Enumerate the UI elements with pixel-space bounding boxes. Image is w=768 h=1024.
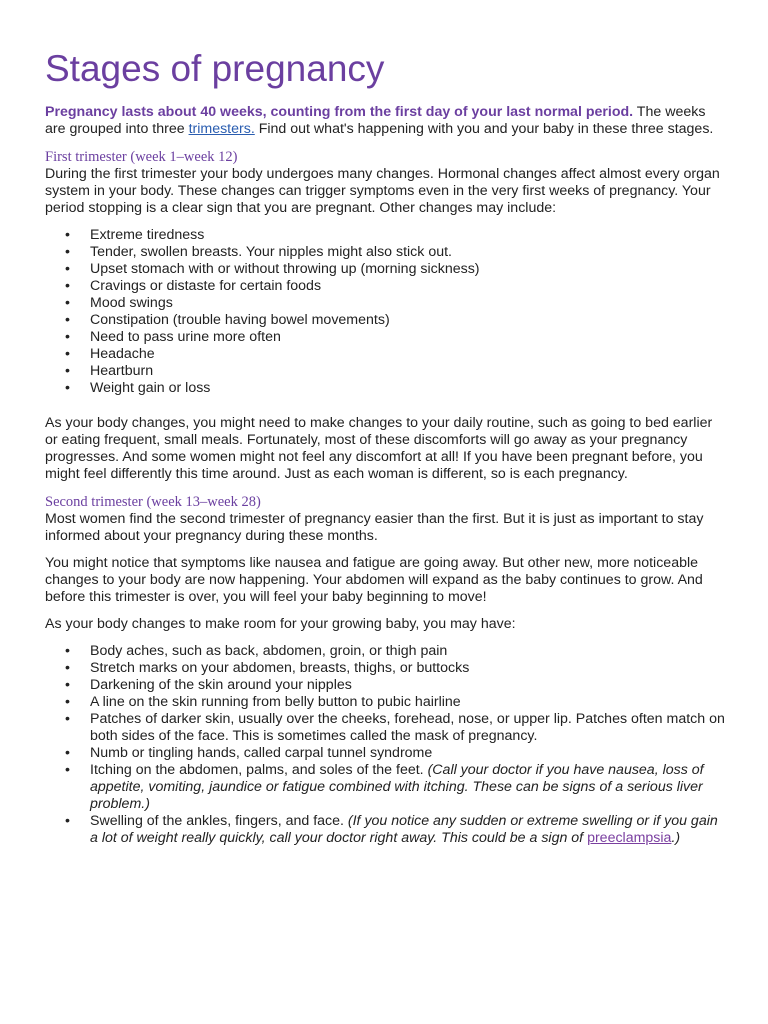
list-item: • Extreme tiredness bbox=[45, 227, 725, 244]
list-item: • Stretch marks on your abdomen, breasts, thighs, or buttocks bbox=[45, 660, 725, 677]
first-trimester-closing-paragraph: As your body changes, you might need to make changes to your daily routine, such as going to bed earlier or eating frequent, small meals. Fortunately, most of these discomforts will go away as your pregnancy progresses. And some women might not feel any discomfort at all! If you have been pregnant before, you might feel differently this time around. Just as each woman is different, so is each pregnancy. bbox=[45, 415, 713, 482]
list-item: • Upset stomach with or without throwing up (morning sickness) bbox=[45, 261, 725, 278]
first-trimester-heading: First trimester (week 1–week 12) bbox=[45, 149, 238, 165]
intro-text-continued: Find out what's happening with you and your baby in these three stages. bbox=[254, 121, 714, 137]
swelling-note: (If you notice any sudden or extreme swelling or if you gain a lot of weight really quickly, call your doctor right away. This could be a sign of bbox=[90, 813, 718, 846]
page-title: Stages of pregnancy bbox=[45, 48, 385, 89]
second-trimester-symptom-list bbox=[45, 643, 725, 847]
intro-text: The weeks are grouped into three bbox=[45, 104, 706, 137]
trimesters-link[interactable]: trimesters. bbox=[188, 121, 255, 137]
second-trimester-paragraph-2: You might notice that symptoms like nausea and fatigue are going away. But other new, more noticeable changes to your body are now happening. Your abdomen will expand as the baby continues to grow. And before this trimester is over, you will feel your baby beginning to move! bbox=[45, 555, 703, 605]
second-trimester-paragraph-1: Most women find the second trimester of pregnancy easier than the first. But it is just as important to stay informed about your pregnancy during these months. bbox=[45, 511, 704, 544]
list-item: • Constipation (trouble having bowel movements) bbox=[45, 312, 725, 329]
list-item: • Patches of darker skin, usually over the cheeks, forehead, nose, or upper lip. Patches often match on both sides of the face. This is sometimes called the mask of pregnancy. bbox=[45, 711, 725, 745]
list-item: • Tender, swollen breasts. Your nipples might also stick out. bbox=[45, 244, 725, 261]
first-trimester-symptom-list bbox=[45, 227, 725, 397]
article-body bbox=[45, 104, 725, 865]
list-item: • Darkening of the skin around your nipples bbox=[45, 677, 725, 694]
swelling-note-end: .) bbox=[671, 830, 681, 846]
first-trimester-paragraph: During the first trimester your body undergoes many changes. Hormonal changes affect almost every organ system in your body. These changes can trigger symptoms even in the very first weeks of pregnancy. Your period stopping is a clear sign that you are pregnant. Other changes may include: bbox=[45, 166, 720, 216]
list-item-itching bbox=[45, 762, 725, 813]
list-item: • Body aches, such as back, abdomen, groin, or thigh pain bbox=[45, 643, 725, 660]
intro-paragraph bbox=[45, 104, 725, 138]
list-item: • Numb or tingling hands, called carpal tunnel syndrome bbox=[45, 745, 725, 762]
list-item: • Cravings or distaste for certain foods bbox=[45, 278, 725, 295]
list-item: • Headache bbox=[45, 346, 725, 363]
intro-strong-text: Pregnancy lasts about 40 weeks, counting from the first day of your last normal period. bbox=[45, 104, 634, 120]
list-item: • Need to pass urine more often bbox=[45, 329, 725, 346]
list-item: • Mood swings bbox=[45, 295, 725, 312]
list-item: • A line on the skin running from belly button to pubic hairline bbox=[45, 694, 725, 711]
second-trimester-paragraph-3: As your body changes to make room for your growing baby, you may have: bbox=[45, 616, 516, 632]
preeclampsia-link[interactable]: preeclampsia bbox=[587, 830, 672, 846]
list-item-swelling bbox=[45, 813, 725, 847]
itching-text: Itching on the abdomen, palms, and soles of the feet. bbox=[90, 762, 428, 778]
itching-note: (Call your doctor if you have nausea, loss of appetite, vomiting, jaundice or fatigue combined with itching. These can be signs of a serious liver problem.) bbox=[90, 762, 704, 812]
list-item: • Heartburn bbox=[45, 363, 725, 380]
swelling-text: Swelling of the ankles, fingers, and face. bbox=[90, 813, 348, 829]
list-item: • Weight gain or loss bbox=[45, 380, 725, 397]
second-trimester-heading: Second trimester (week 13–week 28) bbox=[45, 494, 261, 510]
